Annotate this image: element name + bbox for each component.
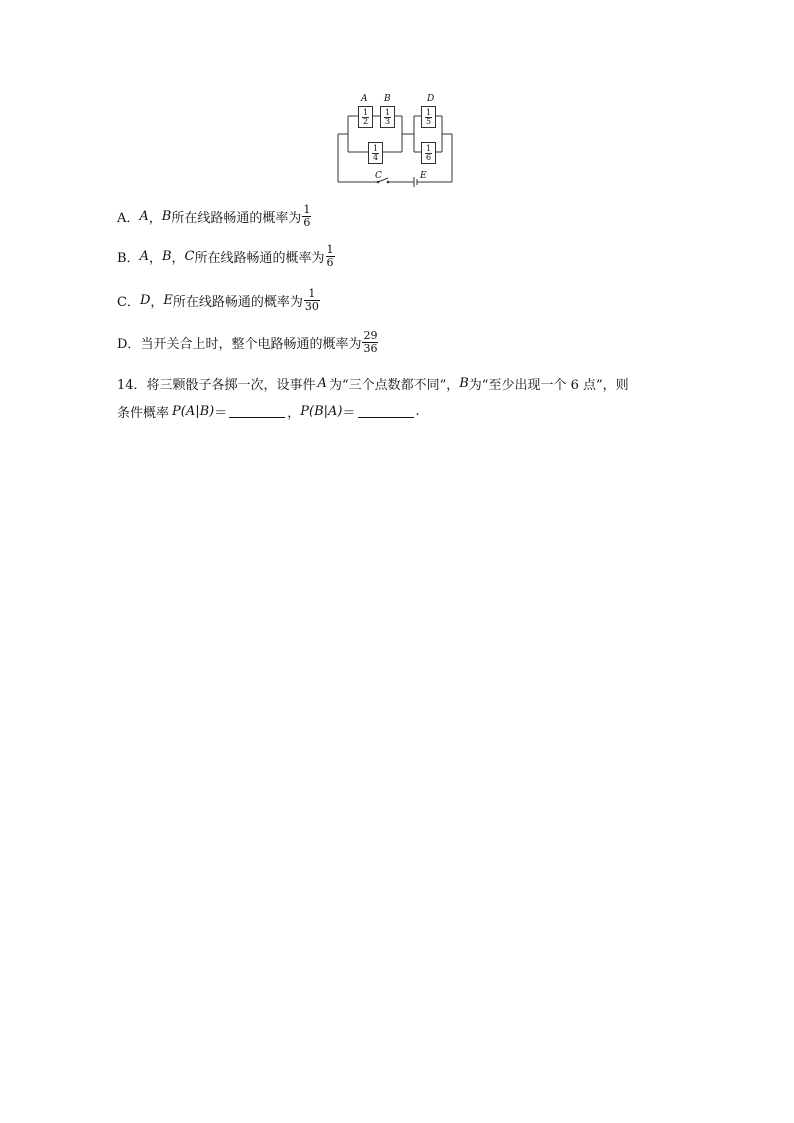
q14-equals-1: ＝ bbox=[214, 406, 228, 421]
fraction-numerator: 1 bbox=[425, 107, 432, 117]
option-c-prefix: C． bbox=[117, 295, 140, 310]
option-d bbox=[117, 330, 378, 355]
option-a bbox=[117, 204, 311, 229]
q14-var-a: A bbox=[317, 376, 327, 391]
component-a bbox=[358, 106, 373, 128]
option-b-var2: B bbox=[161, 249, 172, 264]
question-14-line1 bbox=[117, 374, 629, 393]
option-c-var1: D bbox=[139, 293, 151, 308]
fraction-denominator: 6 bbox=[303, 216, 311, 229]
fraction-numerator: 1 bbox=[303, 203, 311, 216]
fraction-numerator: 1 bbox=[326, 243, 334, 256]
option-d-fraction bbox=[362, 330, 378, 355]
fraction-numerator: 1 bbox=[425, 143, 432, 153]
option-c-var2: E bbox=[163, 293, 173, 308]
q14-text-b: 为“三个点数都不同”， bbox=[328, 378, 460, 393]
label-b: B bbox=[384, 94, 391, 104]
fraction-denominator: 5 bbox=[425, 116, 432, 126]
q14-answer-blank-2[interactable] bbox=[358, 405, 414, 418]
q14-separator: ， bbox=[287, 406, 301, 421]
fraction-numerator: 1 bbox=[308, 287, 316, 300]
q14-var-b: B bbox=[459, 376, 469, 391]
label-c: C bbox=[375, 171, 382, 181]
component-c bbox=[368, 142, 383, 164]
option-b-sep1: ， bbox=[148, 251, 162, 266]
option-b-fraction bbox=[326, 244, 335, 269]
component-d bbox=[421, 106, 436, 128]
fraction-denominator: 30 bbox=[304, 300, 319, 313]
fraction-numerator: 29 bbox=[363, 329, 378, 342]
circuit-wires bbox=[330, 92, 460, 188]
q14-end-period: . bbox=[415, 404, 420, 419]
fraction-denominator: 3 bbox=[384, 116, 391, 126]
label-e: E bbox=[420, 171, 427, 181]
option-b-var1: A bbox=[139, 249, 149, 264]
fraction-denominator: 2 bbox=[362, 116, 369, 126]
fraction-denominator: 6 bbox=[425, 152, 432, 162]
q14-prob-a-given-b: P(A|B) bbox=[172, 404, 215, 419]
option-d-text: 当开关合上时，整个电路畅通的概率为 bbox=[140, 337, 362, 352]
option-a-sep: ， bbox=[148, 211, 162, 226]
fraction-denominator: 4 bbox=[372, 152, 379, 162]
fraction-denominator: 6 bbox=[326, 256, 334, 269]
label-a: A bbox=[361, 94, 368, 104]
q14-text-a: 14．将三颗骰子各掷一次，设事件 bbox=[117, 378, 316, 393]
option-b-sep2: ， bbox=[171, 251, 185, 266]
fraction-numerator: 1 bbox=[372, 143, 379, 153]
question-14-line2 bbox=[117, 402, 420, 421]
option-c bbox=[117, 288, 320, 313]
q14-answer-blank-1[interactable] bbox=[229, 405, 285, 418]
option-c-sep: ， bbox=[150, 295, 164, 310]
q14-text-c: 为“至少出现一个 6 点”，则 bbox=[468, 378, 629, 393]
option-c-text: 所在线路畅通的概率为 bbox=[172, 295, 303, 310]
option-d-prefix: D． bbox=[117, 337, 141, 352]
q14-line2-text: 条件概率 bbox=[117, 406, 170, 421]
q14-equals-2: ＝ bbox=[342, 406, 356, 421]
label-d: D bbox=[427, 94, 435, 104]
option-a-var2: B bbox=[161, 209, 172, 224]
option-b-text: 所在线路畅通的概率为 bbox=[194, 251, 325, 266]
option-c-fraction bbox=[304, 288, 320, 313]
option-a-var1: A bbox=[139, 209, 149, 224]
option-a-prefix: A． bbox=[117, 211, 140, 226]
q14-prob-b-given-a: P(B|A) bbox=[300, 404, 343, 419]
fraction-numerator: 1 bbox=[384, 107, 391, 117]
option-b-prefix: B． bbox=[117, 251, 140, 266]
option-b-var3: C bbox=[184, 249, 195, 264]
option-b bbox=[117, 244, 335, 269]
component-b bbox=[380, 106, 395, 128]
fraction-numerator: 1 bbox=[362, 107, 369, 117]
circuit-diagram bbox=[330, 92, 460, 188]
component-e bbox=[421, 142, 436, 164]
option-a-text: 所在线路畅通的概率为 bbox=[171, 211, 302, 226]
option-a-fraction bbox=[302, 204, 311, 229]
fraction-denominator: 36 bbox=[363, 342, 378, 355]
